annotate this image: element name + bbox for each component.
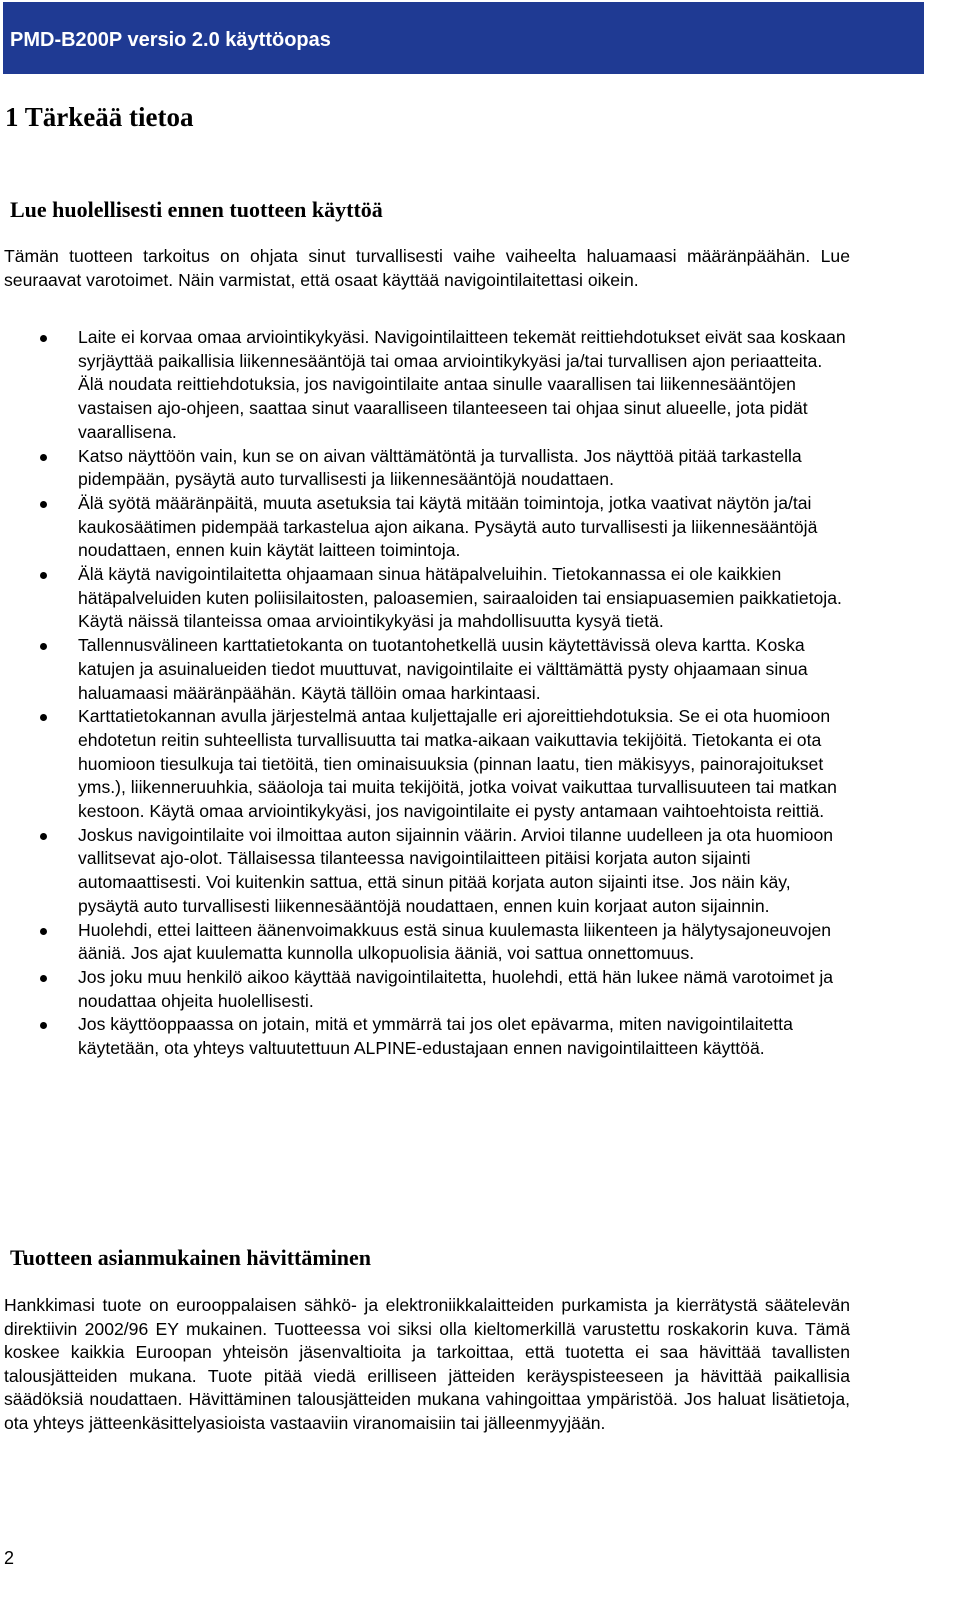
list-item [0,492,848,563]
list-item-text: Joskus navigointilaite voi ilmoittaa auton sijainnin väärin. Arvioi tilanne uudelleen ja ota huomioon vallitsevat ajo-olot. Tällaisessa tilanteessa navigointilaitteen pitäisi korjata auton sijainti automaattisesti. Voi kuitenkin sattua, että sinun pitää korjata auton sijainti itse. Jos näin käy, pysäytä auto turvallisesti liikennesääntöjä noudattaen, ennen kuin korjaat auton sijainnin. [78,824,834,916]
bullet-icon [40,501,47,508]
list-item [0,445,848,492]
document-title: PMD-B200P versio 2.0 käyttöopas [10,29,331,51]
bullet-icon [40,975,47,982]
header-bar [3,2,924,74]
list-item-text: Tallennusvälineen karttatietokanta on tuotantohetkellä uusin käytettävissä oleva kartta. Koska katujen ja asuinalueiden tiedot muuttuvat, navigointilaite ei välttämättä pysty ohjaamaan sinua haluamaasi määränpäähän. Käytä tällöin omaa harkintaasi. [78,635,808,703]
list-item [0,966,848,1013]
chapter-title: 1 Tärkeää tietoa [5,102,194,132]
bullet-icon [40,454,47,461]
safety-list [0,326,860,1061]
bullet-icon [40,1022,47,1029]
safety-intro: Tämän tuotteen tarkoitus on ohjata sinut turvallisesti vaihe vaiheelta haluamaasi määränpäähän. Lue seuraavat varotoimet. Näin varmistat, että osaat käyttää navigointilaitettasi oikein. [4,246,850,290]
page-number: 2 [4,1548,15,1568]
list-item-text: Jos joku muu henkilö aikoo käyttää navigointilaitetta, huolehdi, että hän lukee nämä varotoimet ja noudattaa ohjeita huolellisesti. [78,966,834,1011]
bullet-icon [40,833,47,840]
list-item-text: Älä syötä määränpäitä, muuta asetuksia tai käytä mitään toimintoja, jotka vaativat näytön ja/tai kaukosäätimen pidempää tarkastelua ajon aikana. Pysäytä auto turvallisesti ja liikennesääntöjä noudattaen, ennen kuin käytät laitteen toimintoja. [78,492,818,561]
list-item [0,919,848,966]
list-item [0,824,848,919]
list-item [0,1013,848,1060]
list-item [0,705,848,824]
bullet-icon [40,643,47,650]
list-item [0,634,848,705]
safety-heading: Lue huolellisesti ennen tuotteen käyttöä [10,197,383,222]
list-item-text: Katso näyttöön vain, kun se on aivan välttämätöntä ja turvallista. Jos näyttöä pitää tarkastella pidempään, pysäytä auto turvallisesti ja liikennesääntöjä noudattaen. [78,445,802,490]
list-item-text: Huolehdi, ettei laitteen äänenvoimakkuus estä sinua kuulemasta liikenteen ja hälytysajoneuvojen ääniä. Jos ajat kuulematta kunnolla ulkopuolisia ääniä, voi sattua onnettomuus. [78,919,832,964]
list-item-text: Karttatietokannan avulla järjestelmä antaa kuljettajalle eri ajoreittiehdotuksia. Se ei ota huomioon ehdotetun reitin suhteellista turvallisuutta tai matka-aikaan vaikuttavia tekijöitä. Tietokanta ei ota huomioon tiesulkuja tai tietöitä, tien ominaisuuksia (pinnan laatu, tien mäkisyys, painorajoitukset yms.), liikenneruuhkia, sääoloja tai muita tekijöitä, jotka voivat vaikuttaa turvallisuuteen tai matkan kestoon. Käytä omaa arviointikykyäsi, jos navigointilaite ei pysty antamaan vaihtoehtoista reittiä. [78,706,837,822]
bullet-icon [40,928,47,935]
bullet-icon [40,572,47,579]
disposal-heading: Tuotteen asianmukainen hävittäminen [10,1245,372,1270]
list-item-text: Jos käyttöoppaassa on jotain, mitä et ymmärrä tai jos olet epävarma, miten navigointilaitetta käytetään, ota yhteys valtuutettuun ALPINE-edustajaan ennen navigointilaitteen käyttöä. [78,1014,793,1059]
bullet-icon [40,714,47,721]
bullet-icon [40,335,47,342]
disposal-text: Hankkimasi tuote on eurooppalaisen sähkö- ja elektroniikkalaitteiden purkamista ja kierrätystä säätelevän direktiivin 2002/96 EY mukainen. Tuotteessa voi siksi olla kieltomerkillä varustettu roskakorin kuva. Tämä koskee kaikkia Euroopan yhteisön jäsenvaltioita ja tarkoittaa, että tuotetta ei saa hävittää tavallisten talousjätteiden mukana. Tuote pitää viedä erilliseen jätteiden keräyspisteeseen ja hävittää paikallisia säädöksiä noudattaen. Hävittäminen talousjätteiden mukana vahingoittaa ympäristöä. Jos haluat lisätietoja, ota yhteys jätteenkäsittelyasioista vastaaviin viranomaisiin tai jälleenmyyjään. [4,1295,850,1433]
list-item [0,326,848,445]
list-item [0,563,848,634]
list-item-text: Laite ei korvaa omaa arviointikykyäsi. Navigointilaitteen tekemät reittiehdotukset eivät saa koskaan syrjäyttää paikallisia liikennesääntöjä tai omaa arviointikykyäsi ja/tai turvallisen ajon periaatteita. Älä noudata reittiehdotuksia, jos navigointilaite antaa sinulle vaarallisen tai liikennesääntöjen vastaisen ajo-ohjeen, saattaa sinut vaaralliseen tilanteeseen tai ohjaa sinut alueelle, jota pidät vaarallisena. [78,327,846,442]
list-item-text: Älä käytä navigointilaitetta ohjaamaan sinua hätäpalveluihin. Tietokannassa ei ole kaikkien hätäpalveluiden kuten poliisilaitosten, paloasemien, sairaaloiden tai ensiapuasemien paikkatietoja. Käytä näissä tilanteissa omaa arviointikykyäsi ja mahdollisuutta kysyä tietä. [78,564,842,632]
